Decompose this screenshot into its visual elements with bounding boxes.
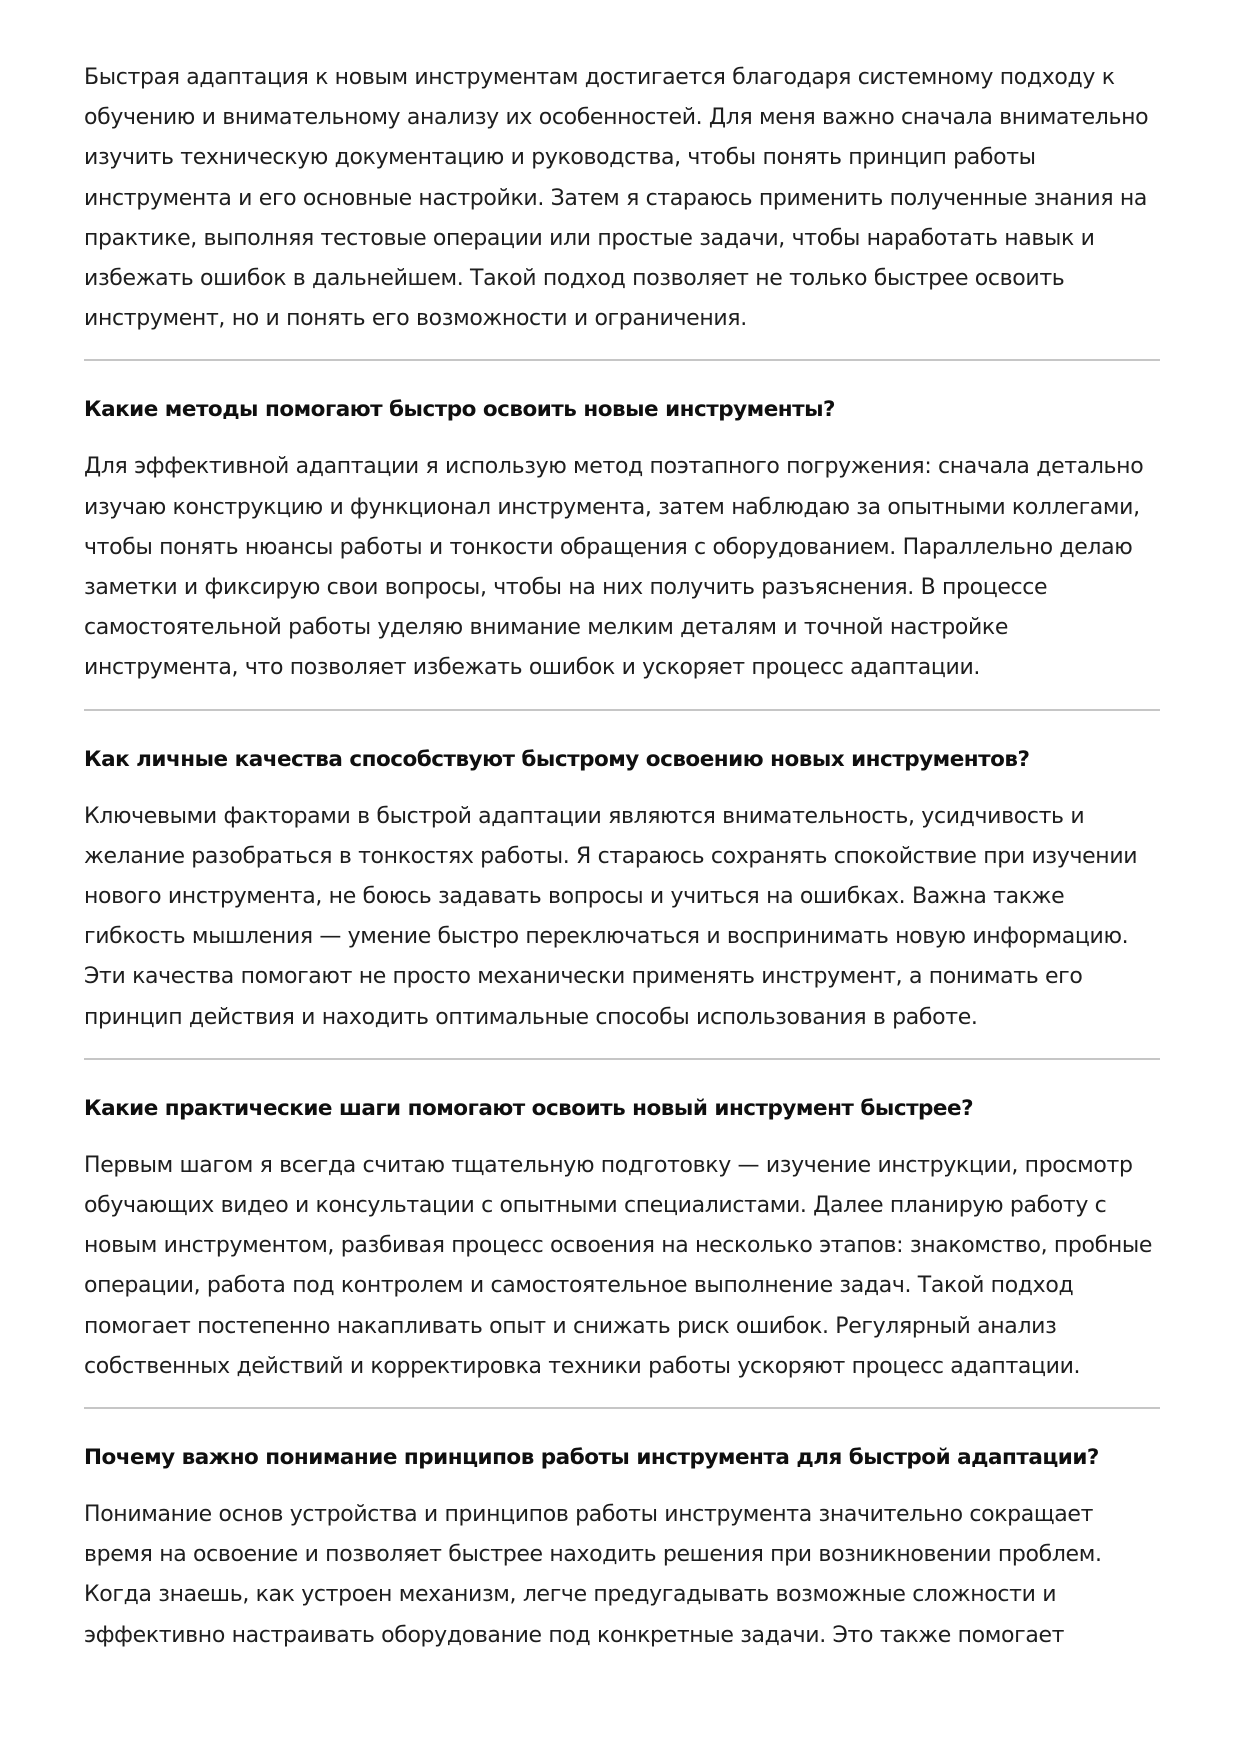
answer-paragraph: Первым шагом я всегда считаю тщательную подготовку — изучение инструкции, просмотр обучающих видео и консультации с опытными специалистами. Далее планирую работу с новым инструментом, разбивая процесс освоения на несколько этапов: знакомство, пробные операции, работа под контролем и самостоятельное выполнение задач. Такой подход помогает постепенно накапливать опыт и снижать риск ошибок. Регулярный анализ собственных действий и корректировка техники работы ускоряют процесс адаптации.	[84, 1152, 1153, 1379]
intro-paragraph: Быстрая адаптация к новым инструментам достигается благодаря системному подходу к обучению и внимательному анализу их особенностей. Для меня важно сначала внимательно изучить техническую документацию и руководства, чтобы понять принцип работы инструмента и его основные настройки. Затем я стараюсь применить полученные знания на практике, выполняя тестовые операции или простые задачи, чтобы наработать навык и избежать ошибок в дальнейшем. Такой подход позволяет не только быстрее освоить инструмент, но и понять его возможности и ограничения.	[84, 65, 1149, 332]
section-divider	[84, 1407, 1160, 1409]
question-heading: Какие практические шаги помогают освоить новый инструмент быстрее?	[84, 1095, 974, 1121]
answer-paragraph: Понимание основ устройства и принципов работы инструмента значительно сокращает время на освоение и позволяет быстрее находить решения при возникновении проблем. Когда знаешь, как устроен механизм, легче предугадывать возможные сложности и эффективно настраивать оборудование под конкретные задачи. Это также помогает	[84, 1502, 1102, 1648]
question-heading: Как личные качества способствуют быстрому освоению новых инструментов?	[84, 746, 1030, 772]
article-body	[84, 58, 1160, 1656]
answer-paragraph: Ключевыми факторами в быстрой адаптации являются внимательность, усидчивость и желание разобраться в тонкостях работы. Я стараюсь сохранять спокойствие при изучении нового инструмента, не боюсь задавать вопросы и учиться на ошибках. Важна также гибкость мышления — умение быстро переключаться и воспринимать новую информацию. Эти качества помогают не просто механически применять инструмент, а понимать его принцип действия и находить оптимальные способы использования в работе.	[84, 803, 1138, 1030]
answer-paragraph: Для эффективной адаптации я использую метод поэтапного погружения: сначала детально изучаю конструкцию и функционал инструмента, затем наблюдаю за опытными коллегами, чтобы понять нюансы работы и тонкости обращения с оборудованием. Параллельно делаю заметки и фиксирую свои вопросы, чтобы на них получить разъяснения. В процессе самостоятельной работы уделяю внимание мелким деталям и точной настройке инструмента, что позволяет избежать ошибок и ускоряет процесс адаптации.	[84, 454, 1144, 681]
question-heading: Почему важно понимание принципов работы инструмента для быстрой адаптации?	[84, 1445, 1099, 1471]
section-divider	[84, 709, 1160, 711]
section-divider	[84, 1058, 1160, 1060]
faq-section-personal-qualities	[84, 745, 1160, 1038]
section-divider	[84, 359, 1160, 361]
faq-section-principles	[84, 1443, 1160, 1656]
faq-section-practical-steps	[84, 1094, 1160, 1387]
question-heading: Какие методы помогают быстро освоить новые инструменты?	[84, 397, 836, 423]
faq-section-methods	[84, 395, 1160, 688]
